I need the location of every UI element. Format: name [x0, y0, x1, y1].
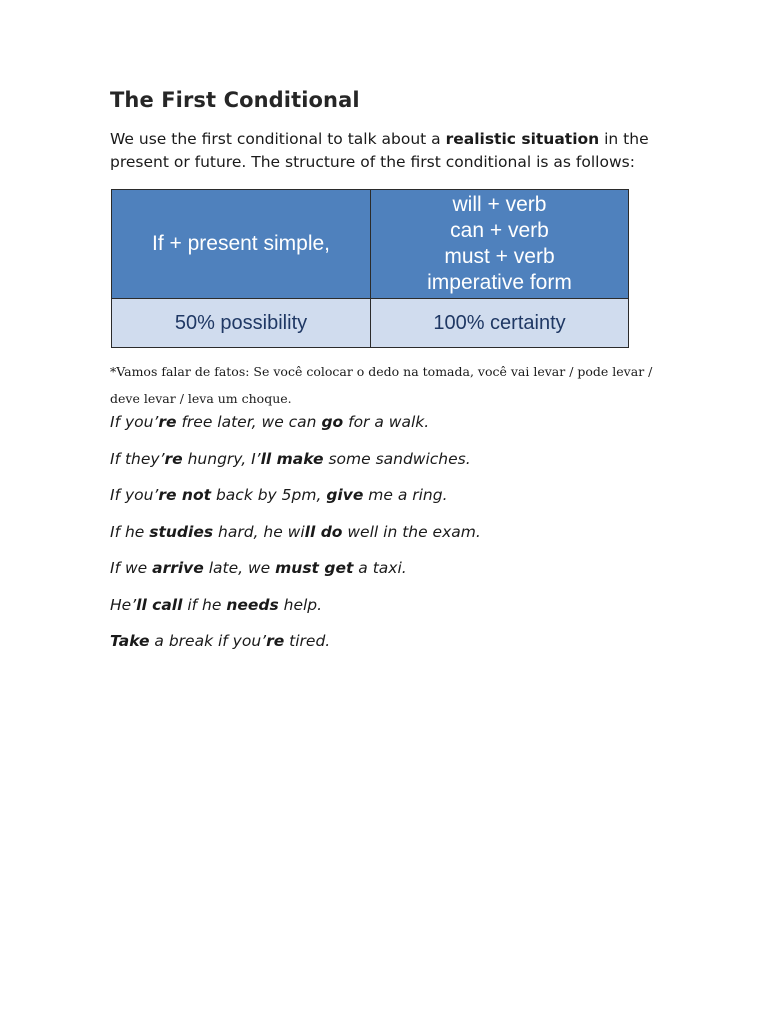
example-sentence	[110, 411, 690, 448]
example-verb: re	[266, 632, 285, 650]
example-text: If you’	[110, 486, 159, 504]
example-verb: studies	[149, 522, 214, 541]
example-verb: go	[321, 413, 344, 431]
example-verb: give	[326, 486, 364, 504]
certainty-label: 100% certainty	[371, 299, 629, 348]
example-text: If they’	[110, 449, 165, 468]
example-verb: Take	[110, 632, 150, 650]
example-text: late, we	[203, 559, 276, 577]
example-verb: must get	[275, 559, 354, 577]
example-text: hard, he wi	[213, 522, 305, 541]
example-sentences	[110, 411, 690, 667]
result-form-can: can + verb	[450, 219, 549, 242]
result-clause-cell	[371, 190, 629, 299]
example-text: me a ring.	[363, 486, 448, 504]
intro-paragraph	[110, 128, 670, 174]
example-verb: ll make	[260, 449, 324, 468]
example-text: He’	[110, 595, 137, 614]
page-title: The First Conditional	[110, 88, 360, 112]
example-text: help.	[278, 595, 323, 614]
example-text: if he	[182, 595, 227, 614]
if-clause-cell: If + present simple,	[112, 190, 371, 299]
example-text: a taxi.	[353, 559, 407, 577]
example-text: a break if you’	[149, 632, 267, 650]
example-text: tired.	[284, 632, 331, 650]
example-sentence	[110, 448, 690, 485]
example-sentence	[110, 594, 690, 631]
example-verb: re	[158, 413, 177, 431]
example-text: If you’	[110, 413, 159, 431]
possibility-label: 50% possibility	[112, 299, 371, 348]
example-sentence	[110, 484, 690, 521]
example-text: well in the exam.	[342, 522, 481, 541]
example-text: free later, we can	[176, 413, 322, 431]
intro-text-1: We use the first conditional to talk about a	[110, 130, 446, 148]
intro-bold-term: realistic situation	[445, 130, 600, 148]
example-text: back by 5pm,	[211, 486, 327, 504]
example-verb: ll do	[304, 522, 343, 541]
example-verb: needs	[226, 595, 279, 614]
result-form-must: must + verb	[444, 245, 555, 268]
example-sentence	[110, 630, 690, 667]
example-text: If he	[110, 522, 150, 541]
example-sentence	[110, 557, 690, 594]
label-row	[112, 299, 629, 348]
example-verb: re	[164, 449, 183, 468]
example-text: If we	[110, 559, 153, 577]
example-verb: re not	[158, 486, 212, 504]
example-text: some sandwiches.	[323, 449, 471, 468]
example-text: for a walk.	[343, 413, 430, 431]
structure-row	[112, 190, 629, 299]
portuguese-note: *Vamos falar de fatos: Se você colocar o dedo na tomada, você vai levar / pode levar / deve levar / leva um choque.	[110, 364, 653, 406]
structure-table	[111, 189, 629, 348]
result-form-imperative: imperative form	[427, 271, 572, 294]
intro-text-2: in the present or future. The structure of the first conditional is as follows:	[110, 130, 649, 171]
example-text: hungry, I’	[182, 449, 261, 468]
example-verb: ll call	[136, 595, 183, 614]
example-sentence	[110, 521, 690, 558]
result-form-will: will + verb	[452, 193, 547, 216]
example-verb: arrive	[152, 559, 204, 577]
